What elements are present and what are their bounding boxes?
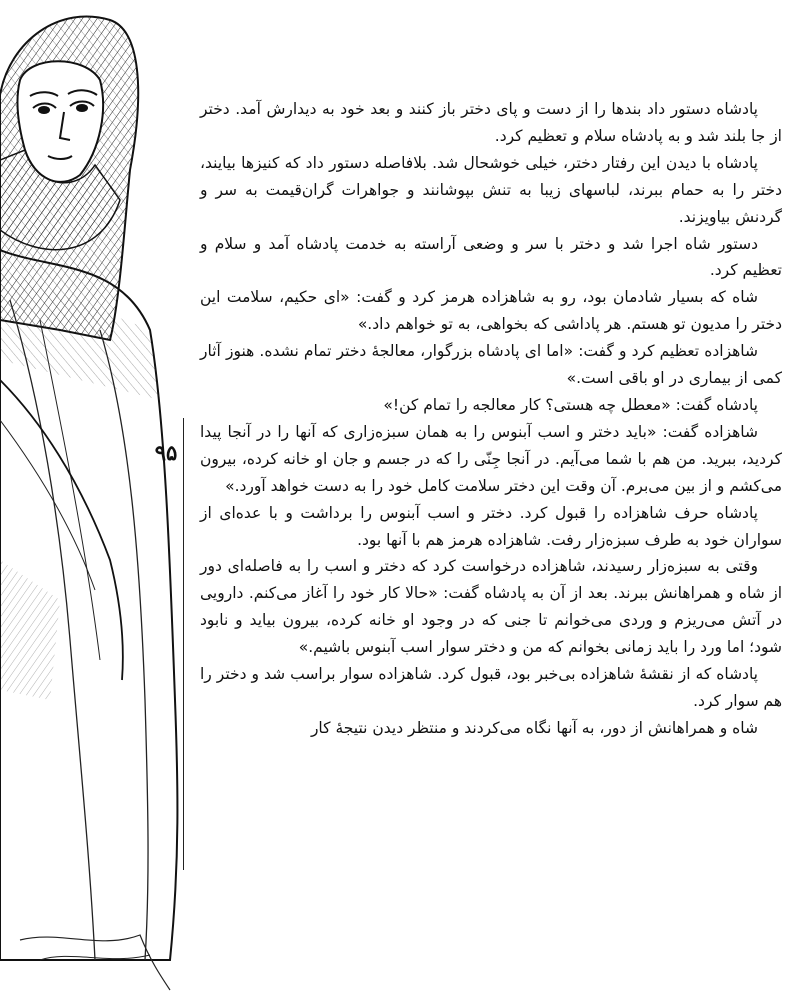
paragraph: پادشاه حرف شاهزاده را قبول کرد. دختر و اسب آبنوس را برداشت و با عده‌ای از سواران خود به طرف سبزه‌زار رفت. شاهزاده هرمز هم با آنها بود. (200, 503, 782, 549)
page-number: ۹۵ (154, 440, 178, 465)
paragraph: پادشاه گفت: «معطل چه هستی؟ کار معالجه را تمام کن!» (383, 395, 758, 414)
paragraph: شاه که بسیار شادمان بود، رو به شاهزاده هرمز کرد و گفت: «ای حکیم، سلامت این دختر را مدیون تو هستم. هر پاداشی که بخواهی، به تو خواهم داد.» (200, 288, 782, 334)
paragraph: دستور شاه اجرا شد و دختر با سر و وضعی آراسته به خدمت پادشاه آمد و سلام و تعظیم کرد. (200, 234, 782, 280)
story-text (200, 96, 782, 742)
woman-illustration (0, 0, 200, 1000)
paragraph: شاهزاده تعظیم کرد و گفت: «اما ای پادشاه بزرگوار، معالجهٔ دختر تمام نشده. هنوز آثار کمی از بیماری در او باقی است.» (200, 342, 782, 388)
paragraph: پادشاه با دیدن این رفتار دختر، خیلی خوشحال شد. بلافاصله دستور داد که کنیزها بیایند، دختر را به حمام ببرند، لباسهای زیبا به تنش بپوشانند و جواهرات گران‌قیمت به سر و گردنش بیاویزند. (200, 153, 782, 226)
paragraph: وقتی به سبزه‌زار رسیدند، شاهزاده درخواست کرد که دختر و اسب را به فاصله‌ای دور از شاه و همراهانش ببرند. بعد از آن به پادشاه گفت: «حالا کار خود را آغاز می‌کنم. دارویی در آتش می‌ریزم و وردی می‌خوانم تا جنی که در وجود او خانه کرده، بیرون بیاید و نابود شود؛ اما ورد را باید زمانی بخوانم که من و دختر سوار اسب آبنوس باشیم.» (200, 557, 782, 657)
paragraph: شاه و همراهانش از دور، به آنها نگاه می‌کردند و منتظر دیدن نتیجهٔ کار (310, 718, 758, 737)
paragraph: پادشاه که از نقشهٔ شاهزاده بی‌خبر بود، قبول کرد. شاهزاده سوار براسب شد و دختر را هم سوار کرد. (200, 665, 782, 710)
paragraph: شاهزاده گفت: «باید دختر و اسب آبنوس را به همان سبزه‌زاری که آنها را در آنجا پیدا کردید، ببرید. من هم با شما می‌آیم. در آنجا جِنّی را که در جسم و جان او خانه کرده، بیرون می‌کشم و از بین می‌برم. آن وقت این دختر سلامت کامل خود را به دست خواهد آورد.» (200, 422, 782, 495)
paragraph: پادشاه دستور داد بندها را از دست و پای دختر باز کنند و بعد خود به دیدارش آمد. دختر از جا بلند شد و به پادشاه سلام و تعظیم کرد. (200, 100, 782, 145)
margin-rule (183, 418, 184, 870)
